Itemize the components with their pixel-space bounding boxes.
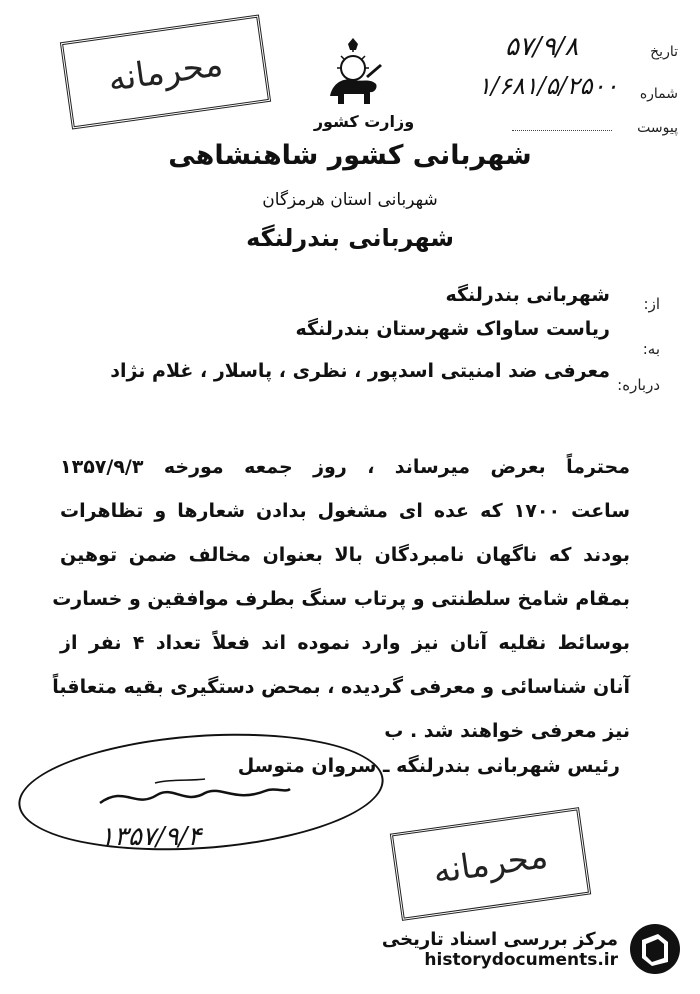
number-label: شماره [639,86,678,102]
to-label: به: [642,340,660,358]
confidential-stamp-text: محرمانه [430,836,551,892]
watermark-title: مرکز بررسی اسناد تاریخی [381,928,618,950]
watermark [382,922,682,976]
main-title: شهربانی کشور شاهنشاهی [168,140,532,171]
signer-name: رئیس شهربانی بندرلنگه ـ سروان متوسل [237,755,620,777]
date-value: ۵۷/۹/۸ [505,32,579,62]
to-value: ریاست ساواک شهرستان بندرلنگه [295,318,610,340]
watermark-url: historydocuments.ir [424,949,618,970]
local-heading: شهربانی بندرلنگه [246,224,454,252]
subject-label: درباره: [617,376,660,394]
body-line: بودند که ناگهان نامبردگان بالا بعنوان مخالف ضمن توهین [60,544,630,566]
body-line: ساعت ۱۷۰۰ که عده ای مشغول بدادن شعارها و تظاهرات [60,500,630,522]
confidential-stamp-text: محرمانه [105,44,226,100]
body-line: نیز معرفی خواهند شد . ب [384,720,630,742]
body-line: آنان شناسائی و معرفی گردیده ، بمحض دستگیری بقیه متعاقباً [52,676,630,698]
handwritten-signature-icon [95,775,295,815]
from-value: شهربانی بندرلنگه [445,284,610,306]
province-heading: شهربانی استان هرمزگان [262,190,438,210]
confidential-stamp-bottom [390,807,591,921]
archive-logo-icon [628,922,682,976]
number-value: ۱/۶۸۱/۵/۲۵۰۰ [478,72,619,100]
date-label: تاریخ [650,44,678,60]
body-line: بوسائط نقلیه آنان نیز وارد نموده اند فعلاً تعداد ۴ نفر از [60,632,630,654]
from-label: از: [643,295,660,313]
signature-date: ۱۳۵۷/۹/۴ [100,822,202,852]
body-line: بمقام شامخ سلطنتی و پرتاب سنگ بطرف موافقین و خسارت [52,588,630,610]
body-line: محترماً بعرض میرساند ، روز جمعه مورخه ۱۳۵۷/۹/۳ [60,456,630,478]
ministry-heading: وزارت کشور [313,112,415,131]
lion-and-sun-emblem-icon [318,38,388,108]
attachment-label: پیوست [637,120,678,136]
subject-value: معرفی ضد امنیتی اسدپور ، نظری ، پاسلار ، غلام نژاد [110,360,610,382]
